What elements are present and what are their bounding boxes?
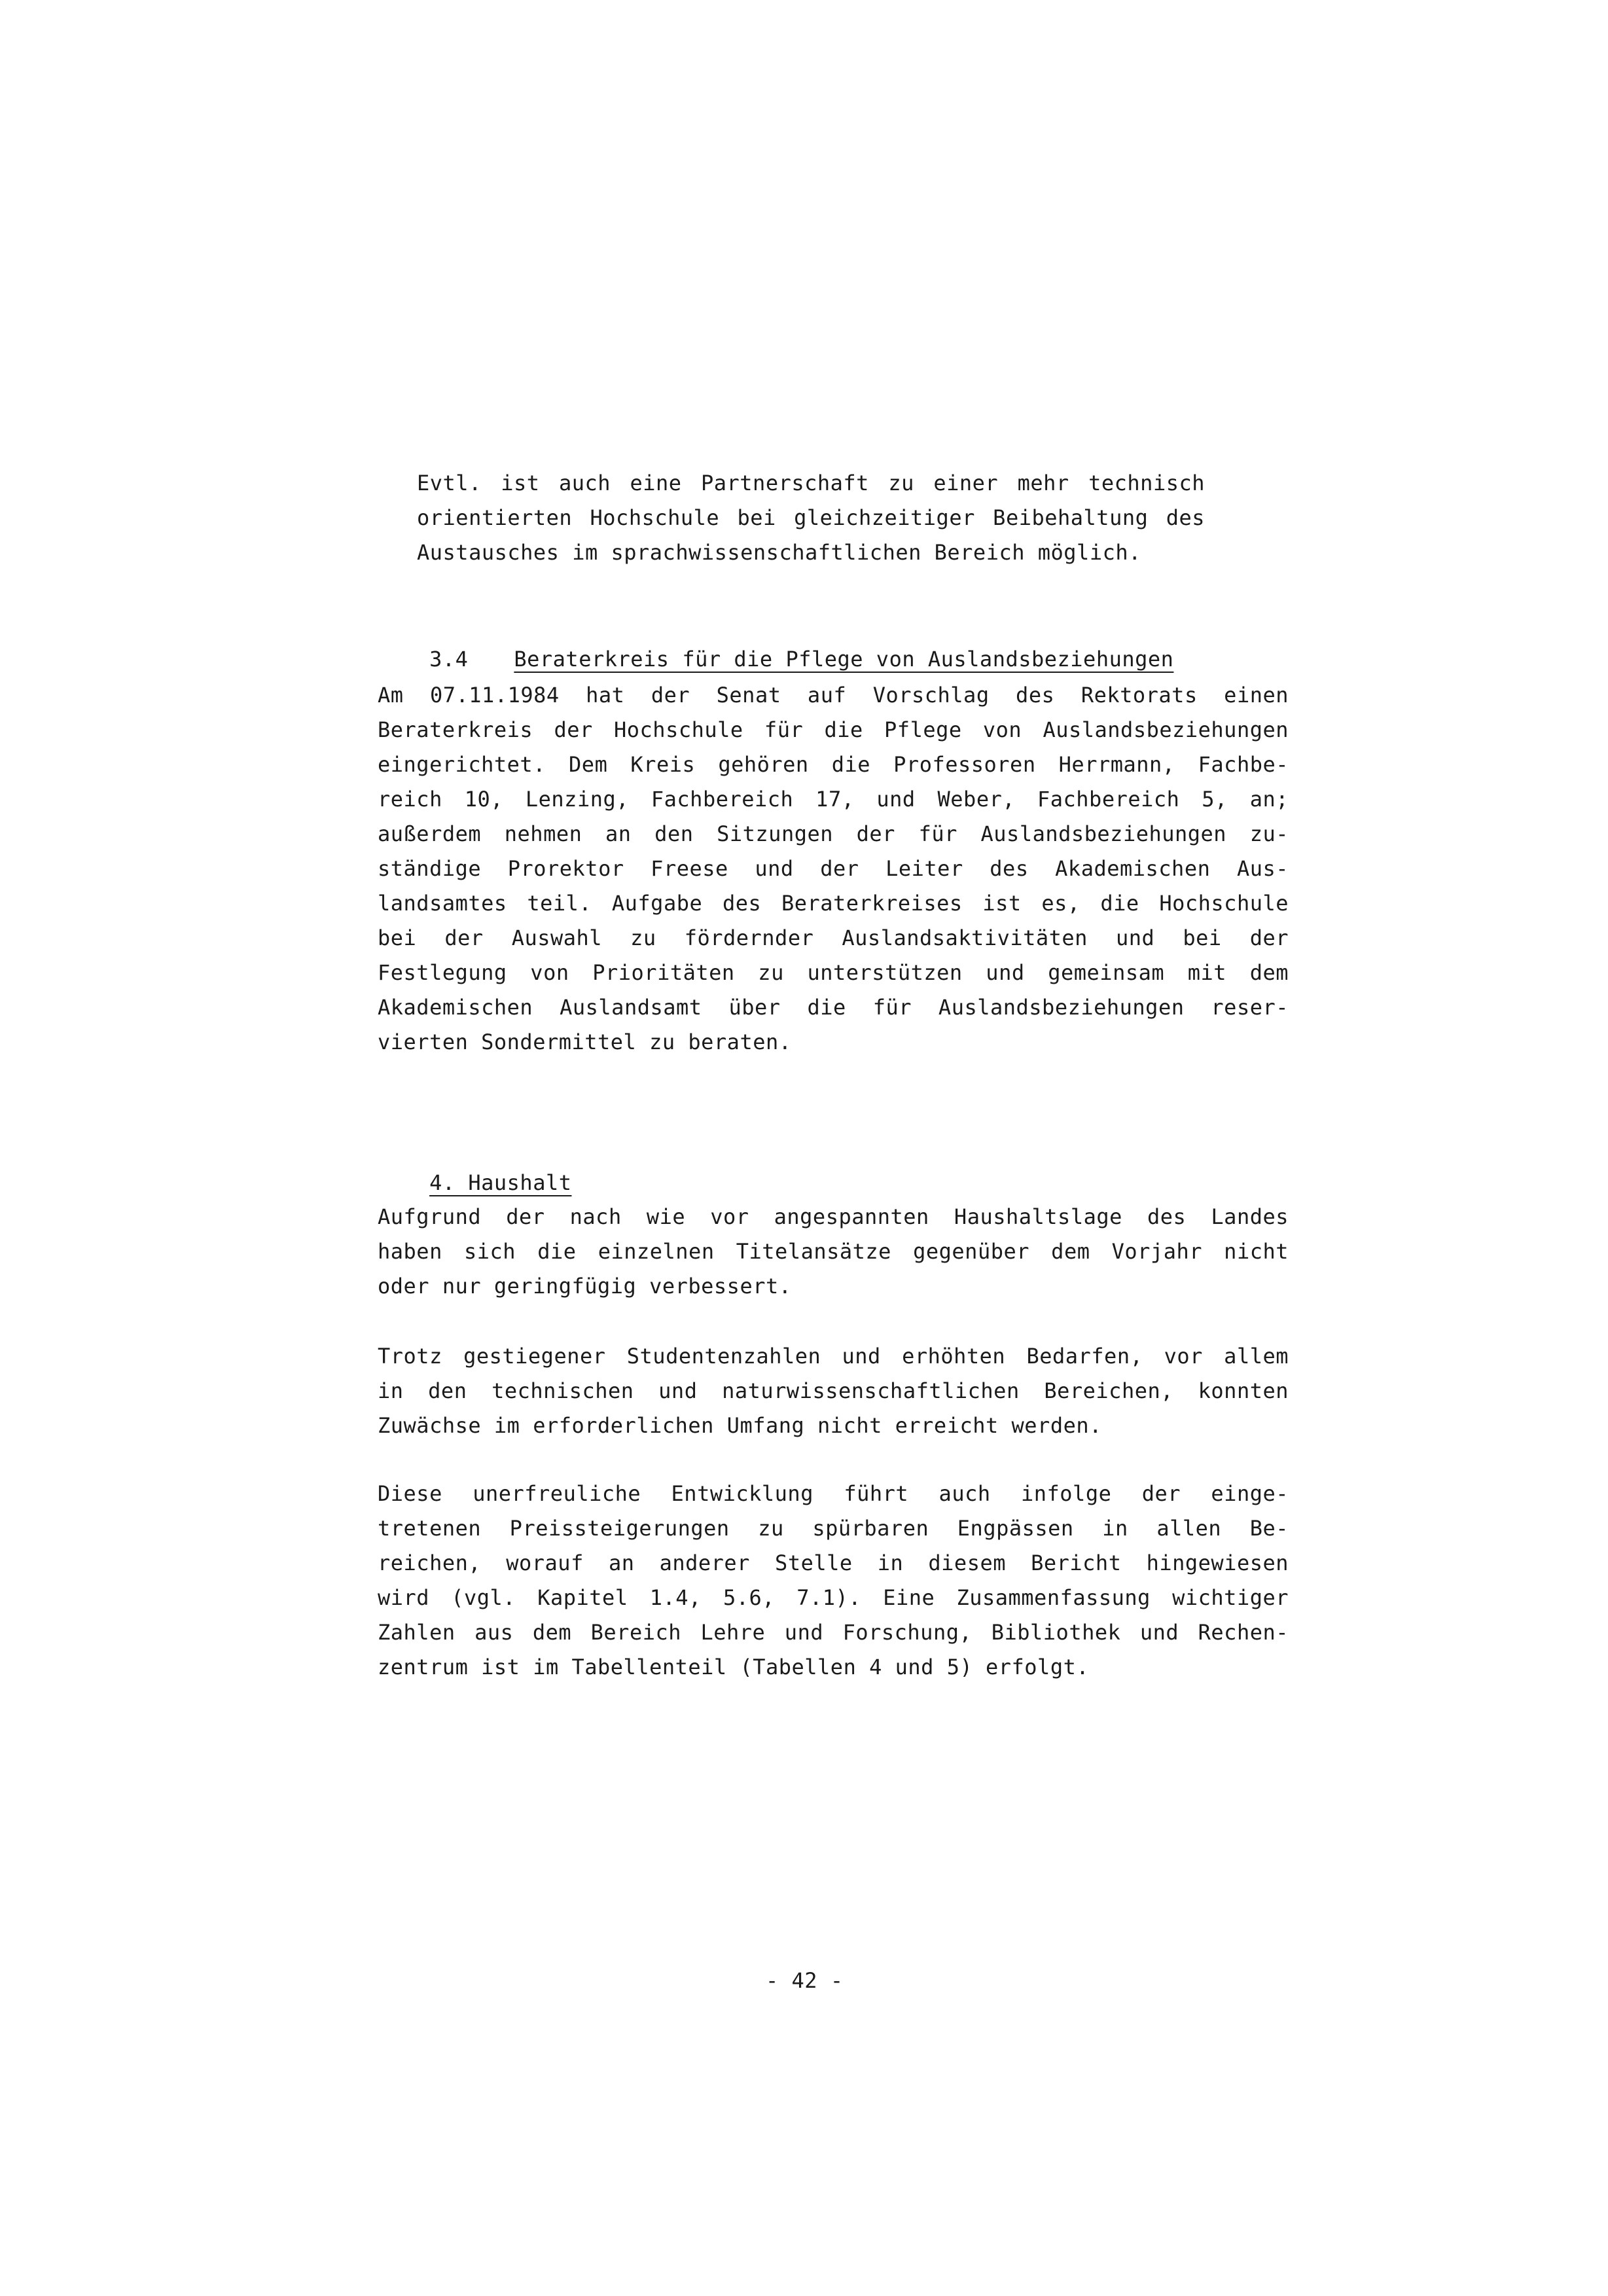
section-4-paragraph-3 <box>378 1477 1289 1685</box>
text-line: reichen, worauf an anderer Stelle in diesem Bericht hingewiesen <box>378 1551 1289 1575</box>
text-line: Am 07.11.1984 hat der Senat auf Vorschlag des Rektorats einen <box>378 683 1289 708</box>
text-line: landsamtes teil. Aufgabe des Beraterkreises ist es, die Hochschule <box>378 891 1289 916</box>
text-line: vierten Sondermittel zu beraten. <box>378 1030 792 1054</box>
section-title: 4. Haushalt <box>429 1170 572 1195</box>
section-title: Beraterkreis für die Pflege von Auslandsbeziehungen <box>514 647 1174 672</box>
text-line: außerdem nehmen an den Sitzungen der für Auslandsbeziehungen zu- <box>378 821 1289 846</box>
text-line: wird (vgl. Kapitel 1.4, 5.6, 7.1). Eine Zusammenfassung wichtiger <box>378 1585 1289 1610</box>
text-line: Akademischen Auslandsamt über die für Auslandsbeziehungen reser- <box>378 995 1289 1020</box>
text-line: zentrum ist im Tabellenteil (Tabellen 4 und 5) erfolgt. <box>378 1655 1090 1679</box>
text-line: Festlegung von Prioritäten zu unterstützen und gemeinsam mit dem <box>378 960 1289 985</box>
text-line: Aufgrund der nach wie vor angespannten Haushaltslage des Landes <box>378 1204 1289 1229</box>
intro-paragraph <box>417 466 1205 570</box>
section-3-4-paragraph <box>378 678 1289 1060</box>
text-line: Austausches im sprachwissenschaftlichen Bereich möglich. <box>417 540 1141 565</box>
text-line: haben sich die einzelnen Titelansätze gegenüber dem Vorjahr nicht <box>378 1239 1289 1264</box>
section-number: 3.4 <box>429 647 469 672</box>
text-line: tretenen Preissteigerungen zu spürbaren Engpässen in allen Be- <box>378 1516 1289 1541</box>
section-4-paragraph-1 <box>378 1200 1289 1304</box>
text-line: orientierten Hochschule bei gleichzeitiger Beibehaltung des <box>417 505 1205 530</box>
page-number: - 42 - <box>766 1968 844 1993</box>
text-line: Beraterkreis der Hochschule für die Pflege von Auslandsbeziehungen <box>378 717 1289 742</box>
text-line: bei der Auswahl zu fördernder Auslandsaktivitäten und bei der <box>378 925 1289 950</box>
text-line: Evtl. ist auch eine Partnerschaft zu einer mehr technisch <box>417 471 1205 495</box>
text-line: Diese unerfreuliche Entwicklung führt auch infolge der einge- <box>378 1481 1289 1506</box>
text-line: in den technischen und naturwissenschaftlichen Bereichen, konnten <box>378 1378 1289 1403</box>
text-line: oder nur geringfügig verbessert. <box>378 1274 792 1299</box>
text-line: eingerichtet. Dem Kreis gehören die Professoren Herrmann, Fachbe- <box>378 752 1289 777</box>
text-line: reich 10, Lenzing, Fachbereich 17, und Weber, Fachbereich 5, an; <box>378 787 1289 812</box>
section-4-paragraph-2 <box>378 1339 1289 1443</box>
text-line: Trotz gestiegener Studentenzahlen und erhöhten Bedarfen, vor allem <box>378 1344 1289 1369</box>
text-line: ständige Prorektor Freese und der Leiter des Akademischen Aus- <box>378 856 1289 881</box>
text-line: Zahlen aus dem Bereich Lehre und Forschung, Bibliothek und Rechen- <box>378 1620 1289 1645</box>
text-line: Zuwächse im erforderlichen Umfang nicht erreicht werden. <box>378 1413 1102 1438</box>
